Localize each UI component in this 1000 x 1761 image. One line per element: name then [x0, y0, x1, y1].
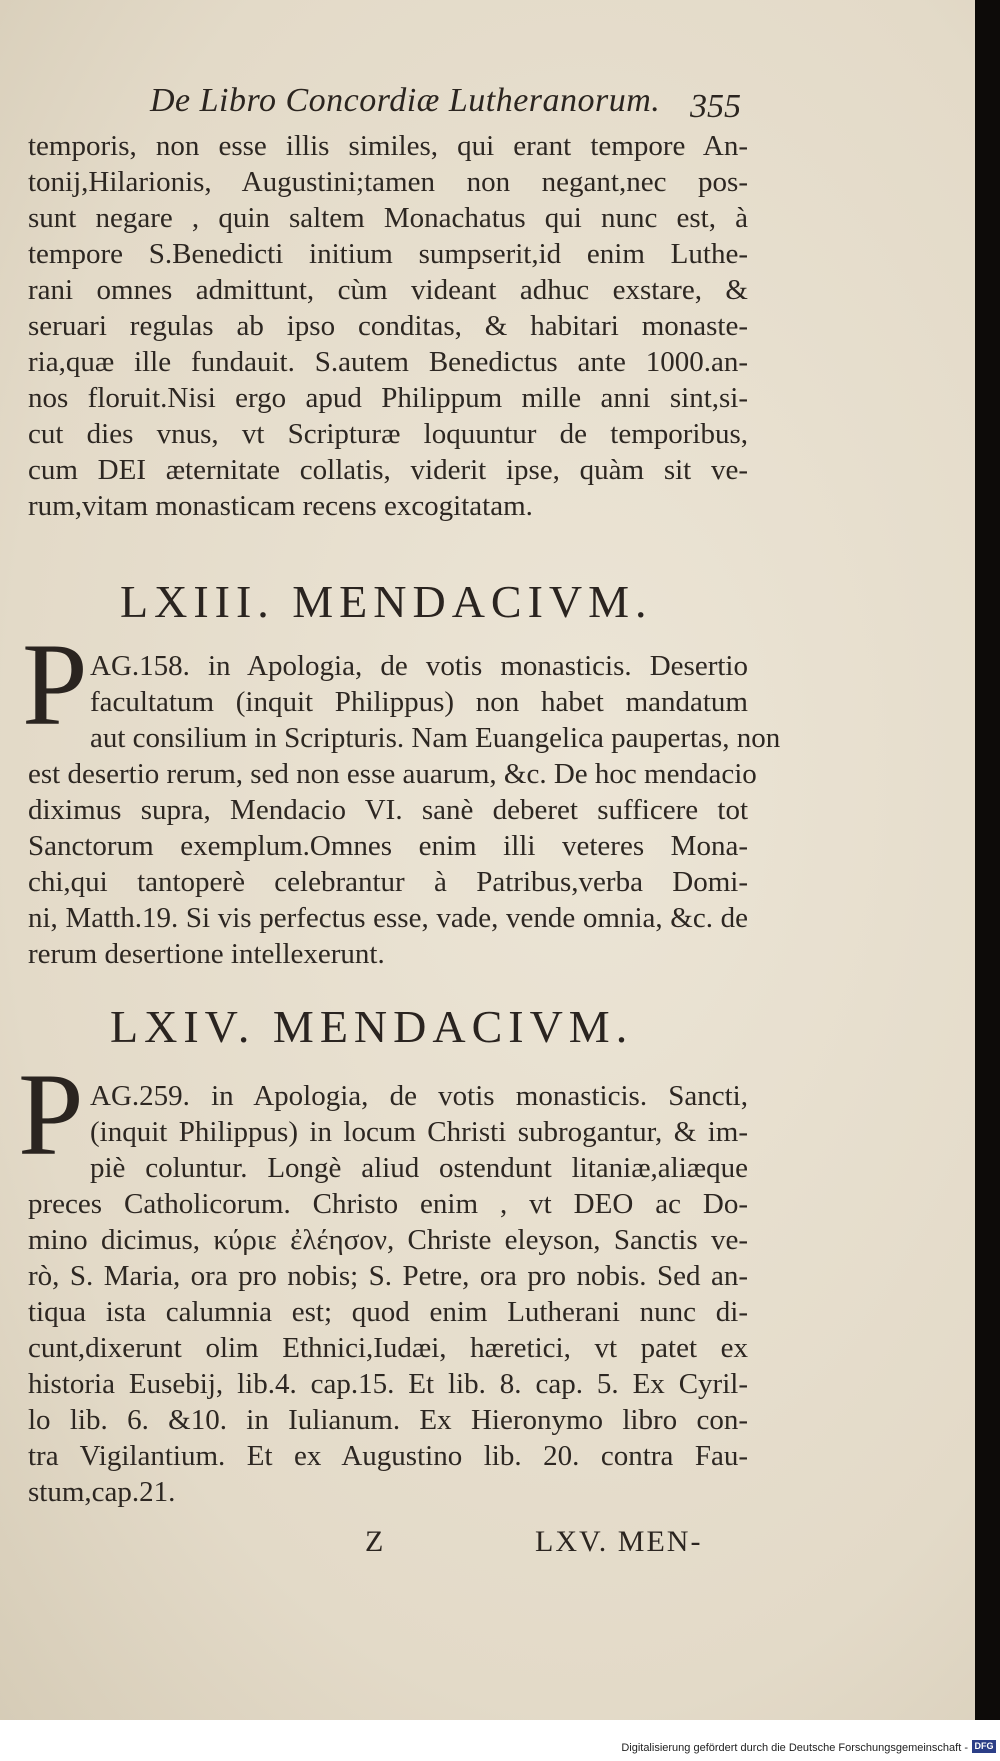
text-line: rum,vitam monasticam recens excogitatam.: [28, 490, 533, 522]
drop-cap-initial: P: [18, 1049, 84, 1180]
text-line: sunt negare , quin saltem Monachatus qui nunc est, à: [28, 202, 748, 234]
text-line: tiqua ista calumnia est; quod enim Lutherani nunc di-: [28, 1296, 748, 1328]
footer-bar: [0, 1720, 1000, 1761]
text-line: lo lib. 6. &10. in Iulianum. Ex Hieronymo libro con-: [28, 1404, 748, 1436]
text-line: chi,qui tantoperè celebrantur à Patribus,verba Domi-: [28, 866, 748, 898]
text-line: mino dicimus, κύριε ἐλέησον, Christe eleyson, Sanctis ve-: [28, 1224, 748, 1256]
heading-lxiv: LXIV. MENDACIVM.: [110, 1001, 634, 1052]
text-line: Sanctorum exemplum.Omnes enim illi veteres Mona-: [28, 830, 748, 862]
signature-mark: Z: [365, 1525, 384, 1558]
text-line: rò, S. Maria, ora pro nobis; S. Petre, ora pro nobis. Sed an-: [28, 1260, 748, 1292]
text-line: tra Vigilantium. Et ex Augustino lib. 20. contra Fau-: [28, 1440, 748, 1472]
text-line: ni, Matth.19. Si vis perfectus esse, vade, vende omnia, &c. de: [28, 902, 748, 934]
text-line: aut consilium in Scripturis. Nam Euangelica paupertas, non: [90, 722, 781, 754]
page-number: 355: [690, 88, 741, 125]
text-line: facultatum (inquit Philippus) non habet mandatum: [90, 686, 748, 718]
text-line: historia Eusebij, lib.4. cap.15. Et lib. 8. cap. 5. Ex Cyril-: [28, 1368, 748, 1400]
heading-lxiii: LXIII. MENDACIVM.: [120, 576, 653, 627]
text-line: ria,quæ ille fundauit. S.autem Benedictus ante 1000.an-: [28, 346, 748, 378]
text-line: est desertio rerum, sed non esse auarum, &c. De hoc mendacio: [28, 758, 757, 790]
funding-credit: Digitalisierung gefördert durch die Deutsche Forschungsgemeinschaft -: [621, 1742, 968, 1754]
text-line: diximus supra, Mendacio VI. sanè deberet sufficere tot: [28, 794, 748, 826]
text-line: rerum desertione intellexerunt.: [28, 938, 385, 970]
dfg-logo-icon: DFG: [972, 1740, 996, 1753]
paragraph-lxiv: [28, 1078, 748, 1510]
text-line: temporis, non esse illis similes, qui erant tempore An-: [28, 130, 748, 162]
text-line: piè coluntur. Longè aliud ostendunt litaniæ,aliæque: [90, 1152, 748, 1184]
paragraph-lxiii: [28, 648, 781, 972]
paragraph-continuation: [28, 128, 748, 524]
text-line: AG.158. in Apologia, de votis monasticis. Desertio: [90, 650, 748, 682]
text-line: tonij,Hilarionis, Augustini;tamen non negant,nec pos-: [28, 166, 748, 198]
drop-cap-initial: P: [22, 619, 88, 750]
text-line: cum DEI æternitate collatis, viderit ipse, quàm sit ve-: [28, 454, 748, 486]
text-line: tempore S.Benedicti initium sumpserit,id enim Luthe-: [28, 238, 748, 270]
text-line: rani omnes admittunt, cùm videant adhuc exstare, &: [28, 274, 748, 306]
text-line: preces Catholicorum. Christo enim , vt DEO ac Do-: [28, 1188, 748, 1220]
text-line: (inquit Philippus) in locum Christi subrogantur, & im-: [90, 1116, 748, 1148]
text-line: seruari regulas ab ipso conditas, & habitari monaste-: [28, 310, 748, 342]
text-line: nos floruit.Nisi ergo apud Philippum mille anni sint,si-: [28, 382, 748, 414]
catchword: LXV. MEN-: [535, 1525, 703, 1558]
running-title: De Libro Concordiæ Lutheranorum.: [150, 82, 661, 119]
text-line: stum,cap.21.: [28, 1476, 176, 1508]
text-line: cunt,dixerunt olim Ethnici,Iudæi, hæretici, vt patet ex: [28, 1332, 748, 1364]
text-line: AG.259. in Apologia, de votis monasticis. Sancti,: [90, 1080, 748, 1112]
text-line: cut dies vnus, vt Scripturæ loquuntur de temporibus,: [28, 418, 748, 450]
